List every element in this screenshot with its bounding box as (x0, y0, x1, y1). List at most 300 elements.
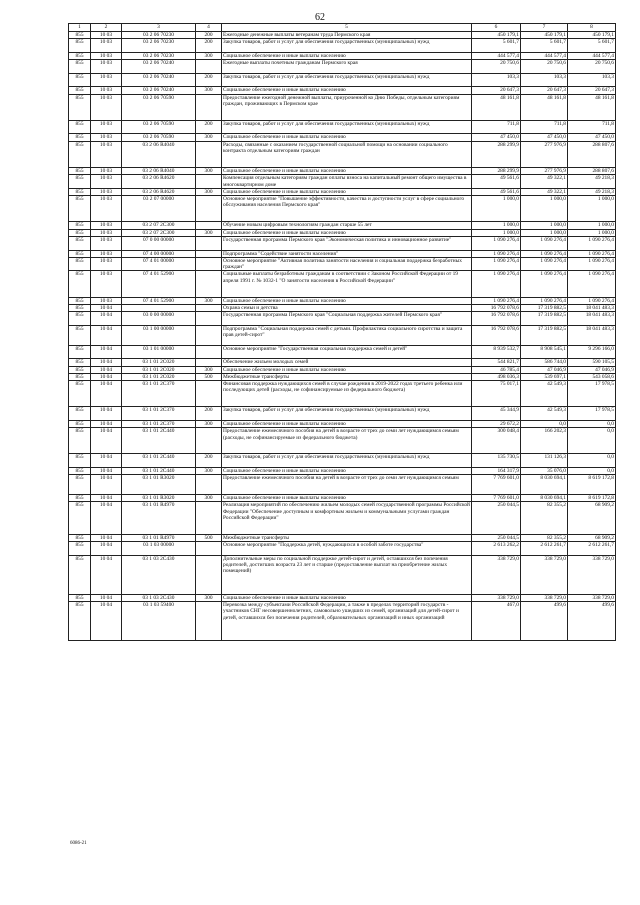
expense-type-cell (196, 141, 222, 167)
amount-2024-cell: 338 729,0 (568, 555, 616, 594)
header-cell: 4 (196, 24, 222, 32)
target-article-cell: 03 2 06 70240 (122, 87, 196, 94)
description-cell: Социальное обеспечение и иные выплаты населению (222, 420, 472, 427)
target-article-cell: 03 1 01 2C020 (122, 366, 196, 373)
target-article-cell: 03 1 01 R4970 (122, 502, 196, 535)
expense-type-cell (196, 196, 222, 222)
amount-2024-cell: 0,0 (568, 428, 616, 454)
expense-type-cell: 300 (196, 188, 222, 195)
description-cell: Дополнительные меры по социальной поддержке детей-сирот и детей, оставшихся без попечения родителей, достигших возраста 23 лет и старше (предоставление выплат на приобретение жилых помещений) (222, 555, 472, 594)
page-number: 62 (315, 12, 325, 23)
target-article-cell: 07 0 00 00000 (122, 236, 196, 250)
section-cell: 10 04 (91, 304, 122, 311)
amount-2023-cell: 277 976,9 (521, 141, 568, 167)
table-row (69, 594, 616, 601)
amount-2023-cell: 277 976,9 (521, 167, 568, 174)
amount-2022-cell: 20 750,6 (472, 60, 521, 74)
code-cell: 855 (69, 345, 91, 359)
amount-2023-cell: 103,3 (521, 73, 568, 87)
amount-2023-cell: 17 319 882,5 (521, 312, 568, 326)
code-cell: 855 (69, 297, 91, 304)
expense-type-cell (196, 236, 222, 250)
section-cell: 10 04 (91, 495, 122, 502)
expense-type-cell (196, 312, 222, 326)
amount-2022-cell: 16 792 078,6 (472, 325, 521, 345)
code-cell: 855 (69, 420, 91, 427)
target-article-cell: 03 1 01 R3020 (122, 495, 196, 502)
table-row (69, 257, 616, 271)
target-article-cell: 03 1 01 00000 (122, 345, 196, 359)
amount-2022-cell: 338 729,0 (472, 555, 521, 594)
expense-type-cell (196, 94, 222, 120)
expense-type-cell (196, 222, 222, 229)
header-cell: 5 (222, 24, 472, 32)
target-article-cell: 03 2 06 R4040 (122, 141, 196, 167)
expense-type-cell: 300 (196, 366, 222, 373)
amount-2022-cell: 16 792 078,6 (472, 304, 521, 311)
target-article-cell: 03 2 06 R4620 (122, 175, 196, 189)
amount-2023-cell: 499,6 (521, 601, 568, 640)
table-row (69, 229, 616, 236)
code-cell: 855 (69, 236, 91, 250)
table-row (69, 52, 616, 59)
amount-2024-cell: 9 296 166,0 (568, 345, 616, 359)
amount-2022-cell: 20 647,3 (472, 87, 521, 94)
table-row (69, 373, 616, 380)
code-cell: 855 (69, 366, 91, 373)
description-cell: Предоставление ежегодной денежной выплаты, приуроченной ко Дню Победы, отдельным категориям граждан, проживающих в Пермском крае (222, 94, 472, 120)
amount-2024-cell: 5 601,7 (568, 39, 616, 53)
amount-2023-cell: 0,0 (521, 420, 568, 427)
section-cell: 10 04 (91, 373, 122, 380)
section-cell: 10 03 (91, 134, 122, 141)
table-row (69, 555, 616, 594)
code-cell: 855 (69, 502, 91, 535)
code-cell: 855 (69, 475, 91, 495)
amount-2023-cell: 539 697,1 (521, 373, 568, 380)
amount-2022-cell: 7 769 601,0 (472, 475, 521, 495)
target-article-cell: 03 1 03 00000 (122, 542, 196, 556)
expense-type-cell (196, 502, 222, 535)
section-cell: 10 04 (91, 502, 122, 535)
amount-2024-cell: 103,3 (568, 73, 616, 87)
table-row (69, 297, 616, 304)
code-cell: 855 (69, 325, 91, 345)
section-cell: 10 03 (91, 196, 122, 222)
section-cell: 10 03 (91, 297, 122, 304)
amount-2023-cell: 35 076,0 (521, 468, 568, 475)
amount-2022-cell: 250 044,5 (472, 502, 521, 535)
section-cell: 10 04 (91, 359, 122, 366)
target-article-cell: 03 2 06 70240 (122, 60, 196, 74)
description-cell: Социальные выплаты безработным гражданам в соответствии с Законом Российской Федерации от 19 апреля 1991 г. № 1032-1 "О занятости населения в Российской Федерации" (222, 271, 472, 297)
amount-2023-cell: 1 090 276,4 (521, 297, 568, 304)
amount-2024-cell: 1 090 276,4 (568, 257, 616, 271)
amount-2024-cell: 18 041 483,3 (568, 304, 616, 311)
target-article-cell: 03 1 01 2C370 (122, 381, 196, 407)
amount-2022-cell: 1 000,0 (472, 229, 521, 236)
expense-type-cell (196, 250, 222, 257)
description-cell: Реализация мероприятий по обеспечению жильем молодых семей государственной программы Российской Федерации "Обеспечение доступным и комфортным жильем и коммунальными услугами граждан Российской Федерации" (222, 502, 472, 535)
amount-2023-cell: 1 000,0 (521, 222, 568, 229)
amount-2023-cell: 8 908 545,1 (521, 345, 568, 359)
code-cell: 855 (69, 271, 91, 297)
table-row (69, 542, 616, 556)
table-row (69, 454, 616, 468)
amount-2022-cell: 288 299,9 (472, 167, 521, 174)
description-cell: Государственная программа Пермского края "Социальная поддержка жителей Пермского края" (222, 312, 472, 326)
code-cell: 855 (69, 594, 91, 601)
description-cell: Охрана семьи и детства (222, 304, 472, 311)
amount-2023-cell: 1 090 276,4 (521, 236, 568, 250)
code-cell: 855 (69, 32, 91, 39)
amount-2022-cell: 450 179,1 (472, 32, 521, 39)
amount-2024-cell: 48 161,8 (568, 94, 616, 120)
target-article-cell: 03 1 01 2C370 (122, 407, 196, 421)
code-cell: 855 (69, 373, 91, 380)
expense-type-cell (196, 555, 222, 594)
amount-2023-cell: 2 612 261,7 (521, 542, 568, 556)
section-cell: 10 03 (91, 229, 122, 236)
table-row (69, 39, 616, 53)
code-cell: 855 (69, 120, 91, 134)
expense-type-cell: 300 (196, 87, 222, 94)
table-row (69, 175, 616, 189)
table-row (69, 601, 616, 640)
description-cell: Социальное обеспечение и иные выплаты населению (222, 229, 472, 236)
amount-2022-cell: 48 161,8 (472, 94, 521, 120)
amount-2024-cell: 47 450,0 (568, 134, 616, 141)
code-cell: 855 (69, 542, 91, 556)
section-cell: 10 03 (91, 39, 122, 53)
code-cell: 855 (69, 428, 91, 454)
amount-2024-cell: 1 090 276,4 (568, 297, 616, 304)
amount-2023-cell: 82 355,2 (521, 502, 568, 535)
amount-2022-cell: 135 730,5 (472, 454, 521, 468)
expense-type-cell (196, 271, 222, 297)
expense-type-cell: 200 (196, 407, 222, 421)
amount-2024-cell: 47 046,9 (568, 366, 616, 373)
amount-2022-cell: 288 299,9 (472, 141, 521, 167)
code-cell: 855 (69, 555, 91, 594)
table-row (69, 325, 616, 345)
code-cell: 855 (69, 257, 91, 271)
footer-code: 6086-21 (70, 841, 87, 846)
section-cell: 10 03 (91, 32, 122, 39)
amount-2023-cell: 1 090 276,4 (521, 250, 568, 257)
section-cell: 10 03 (91, 257, 122, 271)
target-article-cell: 03 1 01 2C370 (122, 420, 196, 427)
section-cell: 10 04 (91, 366, 122, 373)
section-cell: 10 03 (91, 236, 122, 250)
amount-2024-cell: 338 729,0 (568, 594, 616, 601)
target-article-cell: 03 1 03 2C430 (122, 594, 196, 601)
code-cell: 855 (69, 359, 91, 366)
expense-type-cell: 200 (196, 454, 222, 468)
target-article-cell: 03 2 06 70230 (122, 32, 196, 39)
amount-2024-cell: 450 179,1 (568, 32, 616, 39)
table-row (69, 167, 616, 174)
table-row (69, 236, 616, 250)
amount-2024-cell: 17 978,5 (568, 407, 616, 421)
amount-2024-cell: 18 041 483,3 (568, 325, 616, 345)
amount-2022-cell: 1 000,0 (472, 222, 521, 229)
section-cell: 10 04 (91, 594, 122, 601)
expense-type-cell (196, 175, 222, 189)
amount-2023-cell: 17 319 882,5 (521, 325, 568, 345)
amount-2022-cell: 103,3 (472, 73, 521, 87)
table-row (69, 271, 616, 297)
description-cell: Основное мероприятие "Государственная социальная поддержка семей и детей" (222, 345, 472, 359)
amount-2023-cell: 1 090 276,4 (521, 271, 568, 297)
amount-2024-cell: 8 619 172,8 (568, 495, 616, 502)
table-row (69, 222, 616, 229)
amount-2024-cell: 0,0 (568, 420, 616, 427)
amount-2024-cell: 0,0 (568, 468, 616, 475)
amount-2023-cell: 1 090 276,4 (521, 257, 568, 271)
target-article-cell: 07 4 01 00000 (122, 257, 196, 271)
table-row (69, 32, 616, 39)
section-cell: 10 04 (91, 381, 122, 407)
description-cell: Социальное обеспечение и иные выплаты населению (222, 188, 472, 195)
amount-2024-cell: 1 090 276,4 (568, 236, 616, 250)
code-cell: 855 (69, 454, 91, 468)
amount-2023-cell: 20 647,3 (521, 87, 568, 94)
section-cell: 10 04 (91, 542, 122, 556)
amount-2023-cell: 166 202,3 (521, 428, 568, 454)
amount-2024-cell: 20 647,3 (568, 87, 616, 94)
code-cell: 855 (69, 39, 91, 53)
target-article-cell: 03 1 01 R4970 (122, 534, 196, 541)
table-row (69, 420, 616, 427)
amount-2024-cell: 288 807,6 (568, 167, 616, 174)
description-cell: Социальное обеспечение и иные выплаты населению (222, 87, 472, 94)
amount-2022-cell: 1 090 276,4 (472, 271, 521, 297)
description-cell: Предоставление ежемесячного пособия на детей в возрасте от трех до семи лет нуждающимся семьям (расходы, не софинансируемые из федерального бюджета) (222, 428, 472, 454)
amount-2022-cell: 498 036,3 (472, 373, 521, 380)
amount-2022-cell: 1 090 276,4 (472, 297, 521, 304)
target-article-cell: 03 1 00 00000 (122, 325, 196, 345)
section-cell: 10 03 (91, 250, 122, 257)
section-cell: 10 04 (91, 420, 122, 427)
code-cell: 855 (69, 229, 91, 236)
amount-2022-cell: 338 729,0 (472, 594, 521, 601)
table-row (69, 73, 616, 87)
description-cell: Социальное обеспечение и иные выплаты населению (222, 297, 472, 304)
amount-2023-cell: 49 322,1 (521, 188, 568, 195)
amount-2022-cell: 75 017,1 (472, 381, 521, 407)
target-article-cell: 03 1 01 2C020 (122, 373, 196, 380)
amount-2022-cell: 45 344,9 (472, 407, 521, 421)
target-article-cell: 03 2 06 70590 (122, 94, 196, 120)
expense-type-cell (196, 475, 222, 495)
header-row (69, 24, 616, 32)
section-cell: 10 03 (91, 52, 122, 59)
expense-type-cell: 300 (196, 52, 222, 59)
target-article-cell: 03 1 01 2C020 (122, 359, 196, 366)
amount-2022-cell: 1 090 276,4 (472, 257, 521, 271)
amount-2022-cell: 47 450,0 (472, 134, 521, 141)
description-cell: Обучение новым цифровым технологиям граждан старше 55 лет (222, 222, 472, 229)
section-cell: 10 04 (91, 325, 122, 345)
expense-type-cell (196, 428, 222, 454)
table-row (69, 495, 616, 502)
expense-type-cell (196, 359, 222, 366)
amount-2024-cell: 49 218,3 (568, 188, 616, 195)
description-cell: Закупка товаров, работ и услуг для обеспечения государственных (муниципальных) нужд (222, 407, 472, 421)
section-cell: 10 04 (91, 454, 122, 468)
code-cell: 855 (69, 250, 91, 257)
target-article-cell: 03 2 06 70590 (122, 134, 196, 141)
amount-2022-cell: 29 672,2 (472, 420, 521, 427)
amount-2023-cell: 17 319 882,5 (521, 304, 568, 311)
amount-2023-cell: 20 750,6 (521, 60, 568, 74)
header-cell: 1 (69, 24, 91, 32)
amount-2024-cell: 2 612 261,7 (568, 542, 616, 556)
amount-2024-cell: 1 000,0 (568, 229, 616, 236)
table-row (69, 94, 616, 120)
description-cell: Государственная программа Пермского края "Экономическая политика и инновационное развитие" (222, 236, 472, 250)
target-article-cell: 03 1 01 2C440 (122, 454, 196, 468)
description-cell: Расходы, связанные с оказанием государственной социальной помощи на основании социального контракта отдельным категориям граждан (222, 141, 472, 167)
code-cell: 855 (69, 312, 91, 326)
table-row (69, 312, 616, 326)
amount-2022-cell: 2 613 262,2 (472, 542, 521, 556)
section-cell: 10 04 (91, 475, 122, 495)
amount-2023-cell: 49 322,1 (521, 175, 568, 189)
section-cell: 10 03 (91, 222, 122, 229)
amount-2022-cell: 5 601,7 (472, 39, 521, 53)
expense-type-cell: 300 (196, 229, 222, 236)
code-cell: 855 (69, 495, 91, 502)
description-cell: Межбюджетные трансферты (222, 534, 472, 541)
expense-type-cell (196, 304, 222, 311)
section-cell: 10 03 (91, 167, 122, 174)
expense-type-cell: 200 (196, 120, 222, 134)
description-cell: Компенсация отдельным категориям граждан оплаты взноса на капитальный ремонт общего имущества в многоквартирном доме (222, 175, 472, 189)
target-article-cell: 03 2 07 2C300 (122, 229, 196, 236)
table-row (69, 250, 616, 257)
description-cell: Подпрограмма "Содействие занятости населения" (222, 250, 472, 257)
expense-type-cell: 200 (196, 39, 222, 53)
header-cell: 7 (521, 24, 568, 32)
target-article-cell: 03 1 01 R3020 (122, 475, 196, 495)
description-cell: Закупка товаров, работ и услуг для обеспечения государственных (муниципальных) нужд (222, 39, 472, 53)
amount-2023-cell: 47 450,0 (521, 134, 568, 141)
code-cell: 855 (69, 601, 91, 640)
table-row (69, 428, 616, 454)
description-cell: Подпрограмма "Социальная поддержка семей с детьми. Профилактика социального сиротства и защита прав детей-сирот" (222, 325, 472, 345)
expense-type-cell: 300 (196, 594, 222, 601)
target-article-cell: 07 4 01 52900 (122, 297, 196, 304)
target-article-cell (122, 304, 196, 311)
amount-2024-cell: 68 909,2 (568, 502, 616, 535)
expense-type-cell: 300 (196, 297, 222, 304)
amount-2023-cell: 42 549,3 (521, 407, 568, 421)
table-row (69, 134, 616, 141)
table-row (69, 141, 616, 167)
amount-2023-cell: 1 000,0 (521, 196, 568, 222)
expense-type-cell: 200 (196, 32, 222, 39)
table-row (69, 475, 616, 495)
expense-type-cell: 300 (196, 420, 222, 427)
table-row (69, 468, 616, 475)
section-cell: 10 04 (91, 468, 122, 475)
target-article-cell: 03 2 06 70240 (122, 73, 196, 87)
amount-2023-cell: 711,8 (521, 120, 568, 134)
amount-2022-cell: 164 317,9 (472, 468, 521, 475)
section-cell: 10 04 (91, 555, 122, 594)
description-cell: Социальное обеспечение и иные выплаты населению (222, 366, 472, 373)
table-row (69, 534, 616, 541)
description-cell: Социальное обеспечение и иные выплаты населению (222, 52, 472, 59)
amount-2023-cell: 586 744,0 (521, 359, 568, 366)
amount-2022-cell: 250 044,5 (472, 534, 521, 541)
target-article-cell: 03 2 06 R4620 (122, 188, 196, 195)
expense-type-cell: 300 (196, 468, 222, 475)
amount-2022-cell: 16 792 078,6 (472, 312, 521, 326)
amount-2022-cell: 8 939 532,7 (472, 345, 521, 359)
amount-2024-cell: 1 090 276,4 (568, 271, 616, 297)
section-cell: 10 03 (91, 87, 122, 94)
table-row (69, 304, 616, 311)
budget-table (68, 23, 616, 641)
section-cell: 10 03 (91, 73, 122, 87)
section-cell: 10 03 (91, 120, 122, 134)
section-cell: 10 03 (91, 175, 122, 189)
code-cell: 855 (69, 407, 91, 421)
code-cell: 855 (69, 52, 91, 59)
amount-2023-cell: 42 549,3 (521, 381, 568, 407)
amount-2023-cell: 5 601,7 (521, 39, 568, 53)
description-cell: Межбюджетные трансферты (222, 373, 472, 380)
expense-type-cell (196, 60, 222, 74)
amount-2022-cell: 300 048,4 (472, 428, 521, 454)
amount-2022-cell: 49 561,6 (472, 188, 521, 195)
amount-2024-cell: 543 058,6 (568, 373, 616, 380)
table-row (69, 345, 616, 359)
description-cell: Закупка товаров, работ и услуг для обеспечения государственных (муниципальных) нужд (222, 120, 472, 134)
target-article-cell: 07 4 00 00000 (122, 250, 196, 257)
description-cell: Перевозка между субъектами Российской Федерации, а также в пределах территорий государств - участников СНГ несовершеннолетних, самовольно ушедших из семей, организаций для детей-сирот и детей, оставшихся без попечения родителей, образовательных организаций и иных организаций (222, 601, 472, 640)
expense-type-cell (196, 325, 222, 345)
target-article-cell: 03 1 03 2C430 (122, 555, 196, 594)
header-cell: 8 (568, 24, 616, 32)
description-cell: Обеспечение жильем молодых семей (222, 359, 472, 366)
code-cell: 855 (69, 222, 91, 229)
expense-type-cell: 300 (196, 134, 222, 141)
table-row (69, 188, 616, 195)
amount-2023-cell: 444 577,4 (521, 52, 568, 59)
expense-type-cell: 300 (196, 167, 222, 174)
amount-2024-cell: 1 090 276,4 (568, 250, 616, 257)
code-cell: 855 (69, 167, 91, 174)
expense-type-cell: 300 (196, 495, 222, 502)
header-cell: 6 (472, 24, 521, 32)
target-article-cell: 07 4 01 52900 (122, 271, 196, 297)
description-cell: Социальное обеспечение и иные выплаты населению (222, 594, 472, 601)
table-row (69, 359, 616, 366)
amount-2024-cell: 20 750,6 (568, 60, 616, 74)
code-cell: 855 (69, 134, 91, 141)
table-row (69, 381, 616, 407)
section-cell: 10 03 (91, 60, 122, 74)
code-cell: 855 (69, 175, 91, 189)
description-cell: Финансовая поддержка нуждающихся семей в случае рождения в 2019-2022 годах третьего ребенка или последующих детей (расходы, не софинансируемые из федерального бюджета) (222, 381, 472, 407)
table-row (69, 502, 616, 535)
target-article-cell: 03 0 00 00000 (122, 312, 196, 326)
target-article-cell: 03 2 07 00000 (122, 196, 196, 222)
